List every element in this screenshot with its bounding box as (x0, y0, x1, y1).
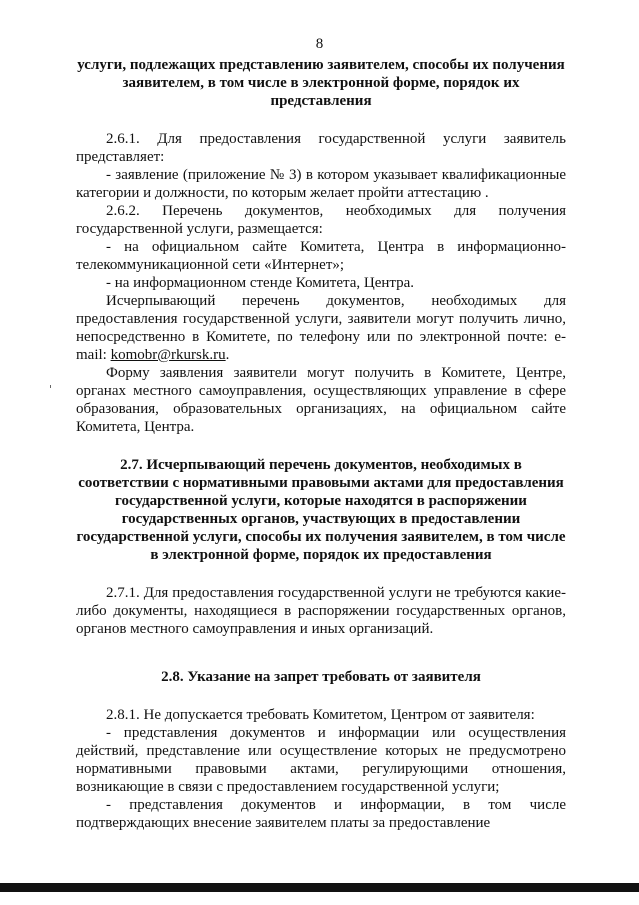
paragraph-application-form: Форму заявления заявители могут получить в Комитете, Центре, органах местного самоуправления, осуществляющих управление в сфере образования, образовательных организациях, на официальном сайте Комитета, Центра. (76, 365, 566, 435)
page-content (76, 56, 566, 832)
paragraph-2-8-1-item-1: - представления документов и информации или осуществления действий, представление или осуществление которых не предусмотрено нормативными правовыми актами, регулирующими отношения, возникающие в связи с предоставлением государственной услуги; (76, 725, 566, 795)
paragraph-2-6-2-item-1: - на официальном сайте Комитета, Центра в информационно-телекоммуникационной сети «Интернет»; (76, 239, 566, 273)
email-prefix: e-mail: (76, 329, 567, 363)
exhaustive-list-text: Исчерпывающий перечень документов, необходимых для предоставления государственной услуги, заявители могут получить лично, непосредственно в Комитете, по телефону или по электронной почте: (76, 293, 566, 345)
email-suffix: . (225, 347, 230, 363)
paragraph-2-6-2-intro: 2.6.2. Перечень документов, необходимых для получения государственной услуги, размещается: (76, 203, 566, 237)
email-link[interactable]: komobr@rkursk.ru (110, 347, 226, 363)
section-2-7-heading: 2.7. Исчерпывающий перечень документов, необходимых в соответствии с нормативными правовыми актами для предоставления государственной услуги, которые находятся в распоряжении государственных органов, участвующих в предоставлении государственной услуги, способы их получения заявителем, в том числе в электронной форме, порядок их предоставления (76, 457, 566, 563)
paragraph-2-8-1-intro: 2.8.1. Не допускается требовать Комитетом, Центром от заявителя: (106, 707, 535, 723)
paragraph-2-6-1-item: - заявление (приложение № 3) в котором указывает квалификационные категории и должности, по которым желает пройти аттестацию . (76, 167, 566, 201)
paragraph-2-6-2-item-2: - на информационном стенде Комитета, Центра. (106, 275, 415, 291)
page-number: 8 (315, 36, 324, 52)
scan-bottom-edge (0, 883, 639, 892)
paragraph-exhaustive-list (76, 292, 566, 364)
paragraph-2-7-1: 2.7.1. Для предоставления государственной услуги не требуются какие-либо документы, находящиеся в распоряжении государственных органов, органов местного самоуправления и иных организаций. (76, 585, 566, 637)
section-2-6-heading-continuation: услуги, подлежащих представлению заявителем, способы их получения заявителем, в том числе в электронной форме, порядок их представления (77, 57, 565, 109)
paragraph-2-6-1-intro: 2.6.1. Для предоставления государственной услуги заявитель представляет: (76, 131, 566, 165)
section-2-8-heading: 2.8. Указание на запрет требовать от заявителя (161, 669, 481, 685)
scan-mark (50, 385, 51, 388)
paragraph-2-8-1-item-2: - представления документов и информации, в том числе подтверждающих внесение заявителем платы за предоставление (76, 797, 566, 831)
